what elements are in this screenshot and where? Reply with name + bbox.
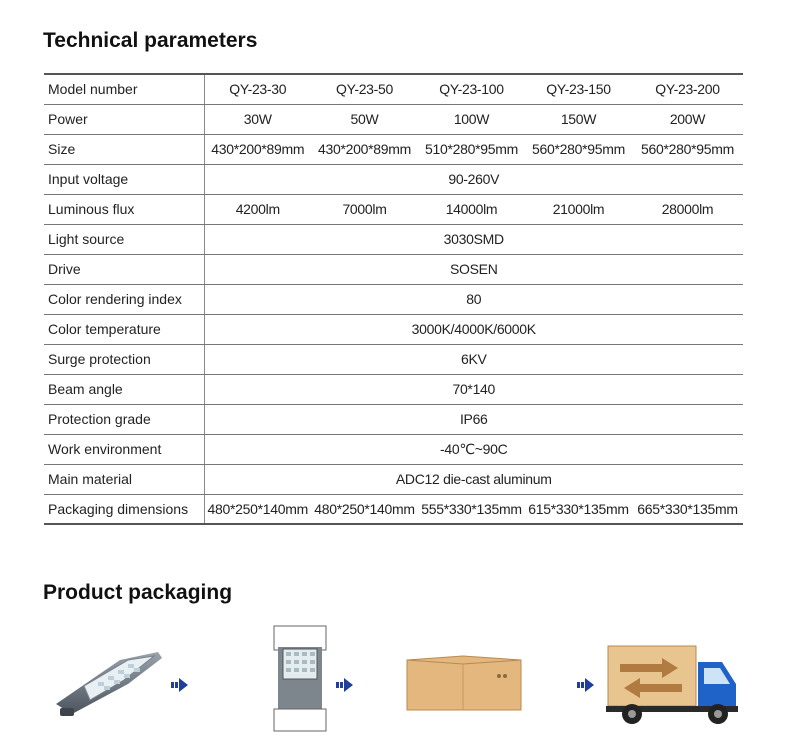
table-row <box>44 104 743 134</box>
row-value: QY-23-100 <box>418 74 525 104</box>
row-label: Drive <box>44 254 204 284</box>
table-row <box>44 284 743 314</box>
row-value: 615*330*135mm <box>525 494 632 524</box>
row-value: QY-23-30 <box>204 74 311 104</box>
row-value: 560*280*95mm <box>525 134 632 164</box>
row-value: 555*330*135mm <box>418 494 525 524</box>
table-row <box>44 314 743 344</box>
row-value: QY-23-150 <box>525 74 632 104</box>
row-value: QY-23-200 <box>632 74 743 104</box>
arrow-right-icon <box>336 677 354 693</box>
technical-parameters-title: Technical parameters <box>43 29 258 52</box>
table-row <box>44 434 743 464</box>
row-value: 150W <box>525 104 632 134</box>
table-row <box>44 374 743 404</box>
arrow-right-icon <box>171 677 189 693</box>
table-row <box>44 194 743 224</box>
row-value: 560*280*95mm <box>632 134 743 164</box>
table-row <box>44 344 743 374</box>
table-row <box>44 74 743 104</box>
row-label: Color temperature <box>44 314 204 344</box>
table-row <box>44 494 743 524</box>
row-label: Light source <box>44 224 204 254</box>
row-value: 100W <box>418 104 525 134</box>
row-value: 90-260V <box>204 164 743 194</box>
table-row <box>44 134 743 164</box>
row-value: 4200lm <box>204 194 311 224</box>
row-value: 6KV <box>204 344 743 374</box>
row-value: 665*330*135mm <box>632 494 743 524</box>
row-label: Input voltage <box>44 164 204 194</box>
row-value: IP66 <box>204 404 743 434</box>
row-value: 80 <box>204 284 743 314</box>
row-label: Size <box>44 134 204 164</box>
row-value: 30W <box>204 104 311 134</box>
row-value: 21000lm <box>525 194 632 224</box>
row-label: Protection grade <box>44 404 204 434</box>
row-value: 430*200*89mm <box>311 134 418 164</box>
table-row <box>44 404 743 434</box>
row-label: Luminous flux <box>44 194 204 224</box>
row-label: Packaging dimensions <box>44 494 204 524</box>
row-label: Color rendering index <box>44 284 204 314</box>
row-value: 3030SMD <box>204 224 743 254</box>
row-label: Power <box>44 104 204 134</box>
table-row <box>44 224 743 254</box>
row-value: 28000lm <box>632 194 743 224</box>
row-label: Work environment <box>44 434 204 464</box>
row-value: 510*280*95mm <box>418 134 525 164</box>
cardboard-box-icon <box>405 654 523 712</box>
arrow-right-icon <box>577 677 595 693</box>
table-row <box>44 164 743 194</box>
row-label: Main material <box>44 464 204 494</box>
street-light-icon <box>50 648 165 720</box>
row-value: SOSEN <box>204 254 743 284</box>
row-value: 430*200*89mm <box>204 134 311 164</box>
delivery-truck-icon <box>606 644 738 726</box>
product-packaging-title: Product packaging <box>43 581 233 604</box>
row-value: 50W <box>311 104 418 134</box>
row-value: QY-23-50 <box>311 74 418 104</box>
row-value: 14000lm <box>418 194 525 224</box>
row-value: 70*140 <box>204 374 743 404</box>
row-label: Surge protection <box>44 344 204 374</box>
row-label: Model number <box>44 74 204 104</box>
row-label: Beam angle <box>44 374 204 404</box>
row-value: 480*250*140mm <box>204 494 311 524</box>
row-value: 3000K/4000K/6000K <box>204 314 743 344</box>
row-value: 7000lm <box>311 194 418 224</box>
row-value: ADC12 die-cast aluminum <box>204 464 743 494</box>
row-value: 480*250*140mm <box>311 494 418 524</box>
table-row <box>44 464 743 494</box>
technical-parameters-table <box>44 73 743 525</box>
row-value: 200W <box>632 104 743 134</box>
row-value: -40℃~90C <box>204 434 743 464</box>
table-row <box>44 254 743 284</box>
boxed-light-icon <box>272 625 328 733</box>
